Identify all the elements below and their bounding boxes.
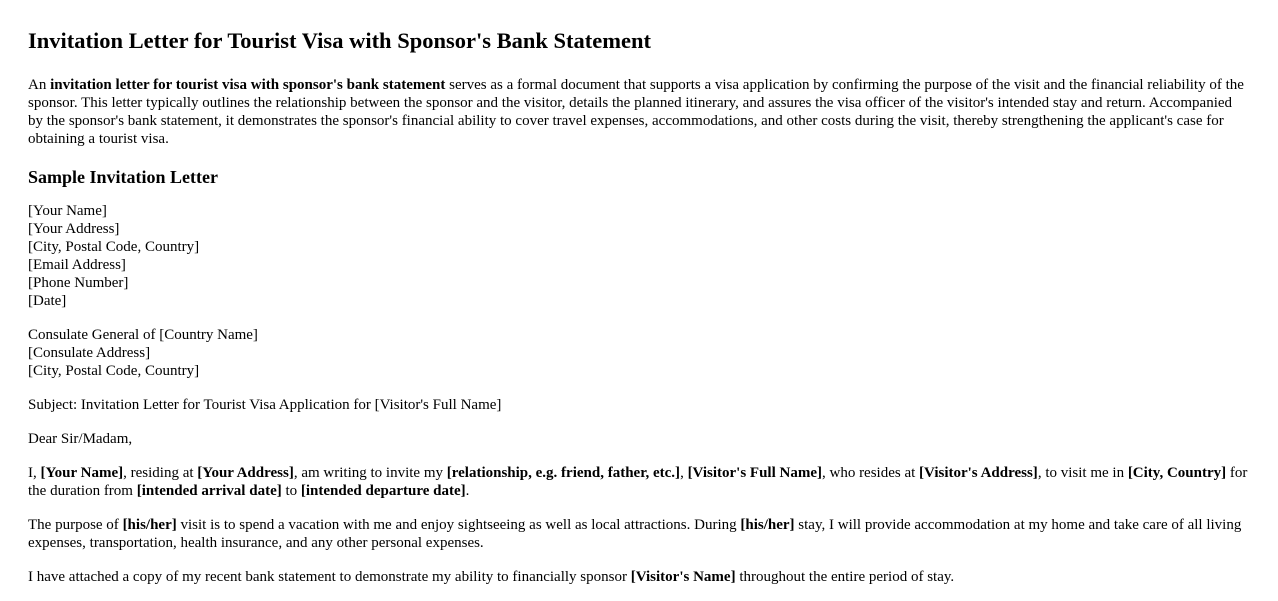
recipient-address: [Consulate Address] (28, 345, 151, 361)
placeholder-visitor-address: [Visitor's Address] (919, 465, 1038, 481)
sample-heading: Sample Invitation Letter (28, 167, 218, 187)
recipient-city: [City, Postal Code, Country] (28, 363, 200, 379)
text-segment: visit is to spend a vacation with me and enjoy sightseeing as well as local attractions. During (176, 517, 741, 533)
placeholder-his-her: [his/her] (740, 517, 795, 533)
placeholder-your-address: [Your Address] (197, 465, 294, 481)
intro-keyword: invitation letter for tourist visa with sponsor's bank statement (50, 77, 446, 93)
placeholder-your-name: [Your Name] (40, 465, 124, 481)
letter-paragraph-1 (28, 464, 1250, 500)
text-segment: I, (28, 465, 41, 481)
placeholder-arrival-date: [intended arrival date] (136, 483, 282, 499)
placeholder-visitor-name: [Visitor's Name] (630, 569, 736, 585)
sender-date: [Date] (28, 293, 67, 309)
letter-paragraph-2 (28, 516, 1250, 552)
page-title: Invitation Letter for Tourist Visa with Sponsor's Bank Statement (28, 28, 651, 53)
text-segment: , who resides at (821, 465, 920, 481)
text-segment: I have attached a copy of my recent bank statement to demonstrate my ability to financially sponsor (28, 569, 631, 585)
text-segment: The purpose of (28, 517, 123, 533)
text-segment: for the duration from (28, 465, 1248, 499)
placeholder-visitor-full-name: [Visitor's Full Name] (687, 465, 822, 481)
subject-line: Subject: Invitation Letter for Tourist Visa Application for [Visitor's Full Name] (28, 397, 502, 413)
sender-address: [Your Address] (28, 221, 120, 237)
sender-name: [Your Name] (28, 203, 107, 219)
sender-city: [City, Postal Code, Country] (28, 239, 200, 255)
text-segment: , residing at (123, 465, 198, 481)
text-segment: . (465, 483, 470, 499)
sender-phone: [Phone Number] (28, 275, 129, 291)
placeholder-departure-date: [intended departure date] (300, 483, 466, 499)
recipient-consulate: Consulate General of [Country Name] (28, 327, 258, 343)
sender-block (28, 202, 1250, 310)
text-segment: , am writing to invite my (293, 465, 447, 481)
text-segment: , to visit me in (1037, 465, 1128, 481)
text-segment: to (281, 483, 301, 499)
placeholder-his-her: [his/her] (122, 517, 177, 533)
text-segment: , (680, 465, 688, 481)
intro-text-start: An (28, 77, 51, 93)
intro-paragraph (28, 76, 1250, 148)
text-segment: stay, I will provide accommodation at my home and take care of all living expenses, transportation, health insurance, and any other personal expenses. (28, 517, 1242, 551)
intro-text-rest: serves as a formal document that supports a visa application by confirming the purpose of the visit and the financial reliability of the sponsor. This letter typically outlines the relationship between the sponsor and the visitor, details the planned itinerary, and assures the visa officer of the visitor's intended stay and return. Accompanied by the sponsor's bank statement, it demonstrates the sponsor's financial ability to cover travel expenses, accommodations, and other costs during the visit, thereby strengthening the applicant's case for obtaining a tourist visa. (28, 77, 1244, 147)
recipient-block (28, 326, 1250, 380)
letter-paragraph-3 (28, 568, 1250, 586)
placeholder-relationship: [relationship, e.g. friend, father, etc.] (446, 465, 681, 481)
text-segment: throughout the entire period of stay. (735, 569, 955, 585)
placeholder-city-country: [City, Country] (1127, 465, 1227, 481)
salutation: Dear Sir/Madam, (28, 431, 133, 447)
sender-email: [Email Address] (28, 257, 126, 273)
